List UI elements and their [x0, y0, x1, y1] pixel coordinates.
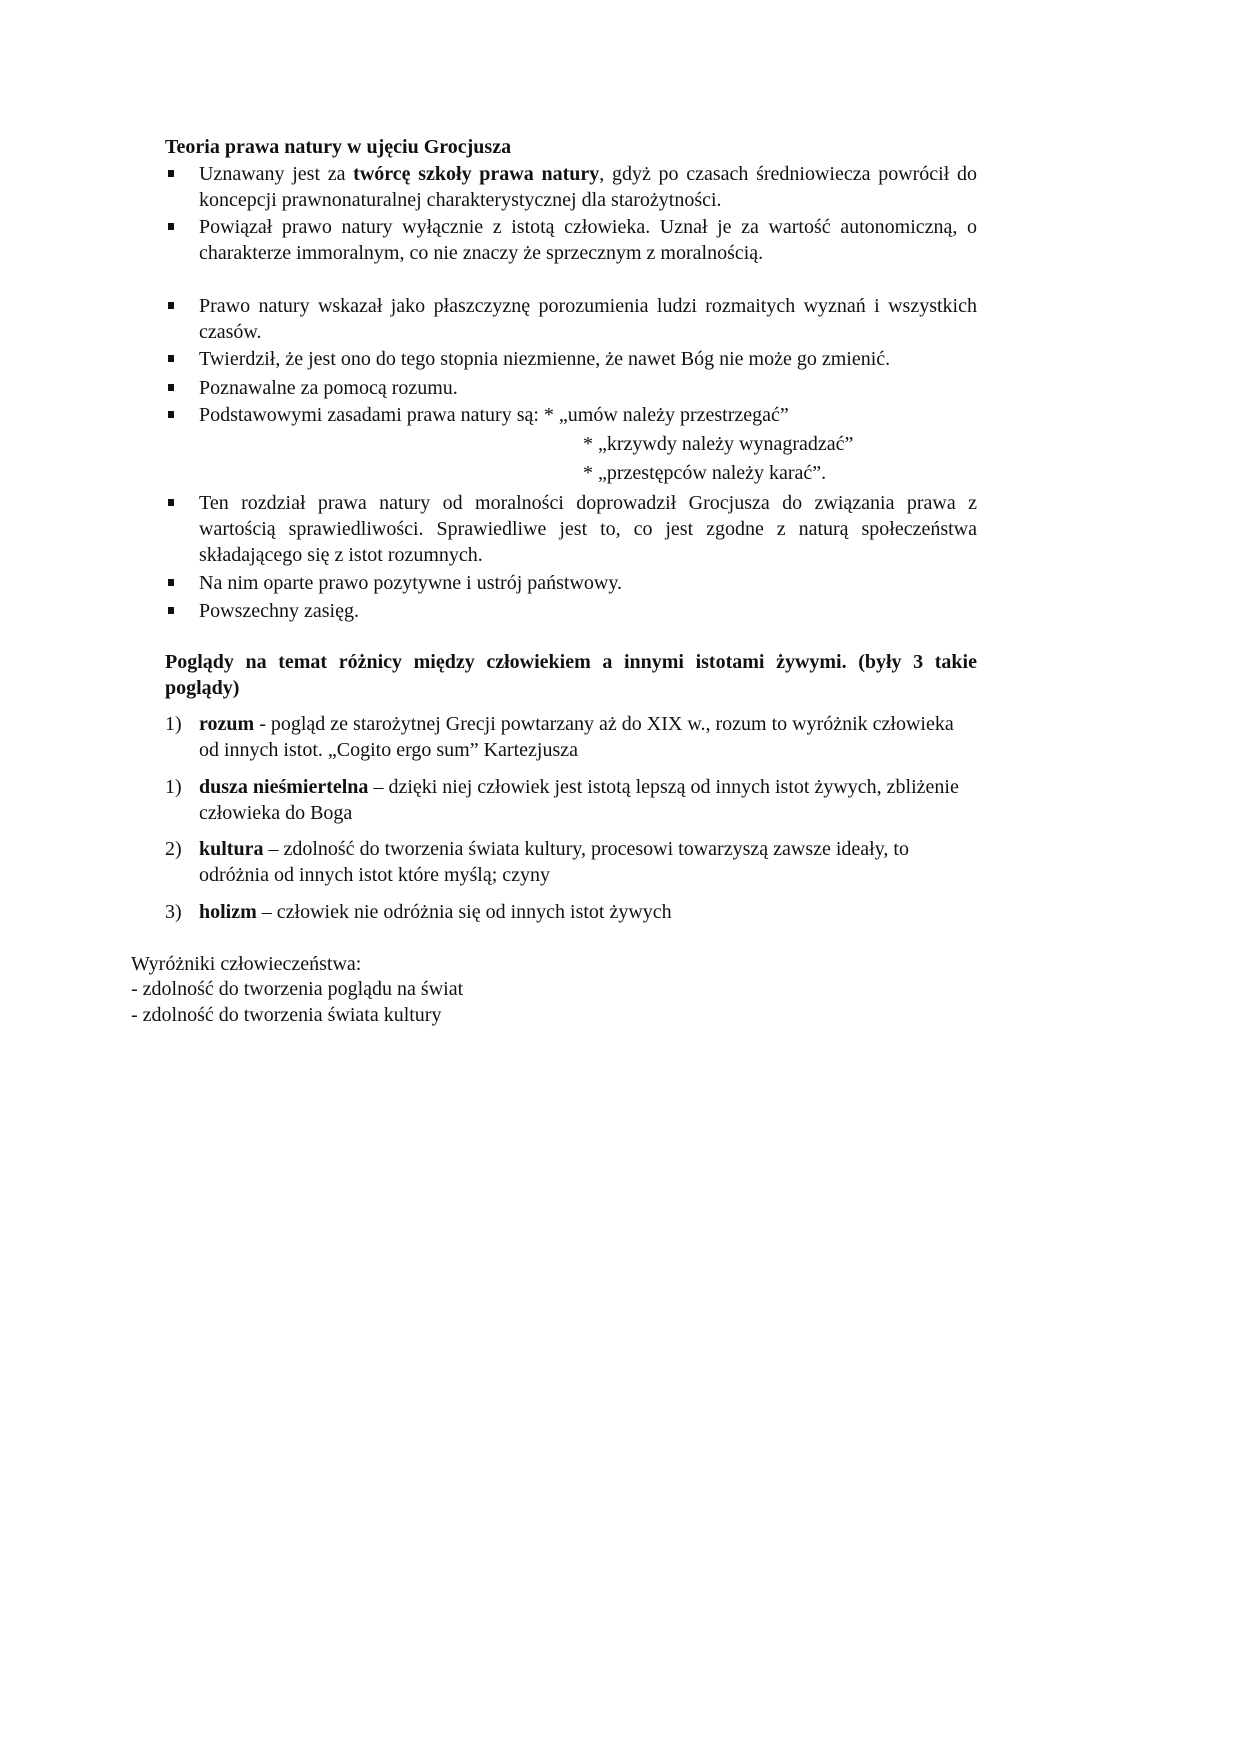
bullet-item	[165, 293, 977, 345]
bullet-item	[165, 161, 977, 213]
bullet-item	[165, 375, 977, 401]
bullet-icon	[165, 598, 199, 624]
bullet-icon	[165, 293, 199, 319]
bullet-icon	[165, 375, 199, 401]
bullet-icon	[165, 161, 199, 187]
item-text: - pogląd ze starożytnej Grecji powtarzany aż do XIX w., rozum to wyróżnik człowieka od innych istot. „Cogito ergo sum” Kartezjusza	[199, 713, 954, 761]
bullet-item	[165, 214, 977, 266]
section-heading: Poglądy na temat różnicy między człowiekiem a innymi istotami żywymi. (były 3 takie poglądy)	[165, 651, 977, 699]
item-text: – zdolność do tworzenia świata kultury, procesowi towarzyszą zawsze ideały, to odróżnia od innych istot które myślą; czyny	[199, 838, 909, 886]
bullet-text: Poznawalne za pomocą rozumu.	[199, 377, 458, 399]
principle-line: * „krzywdy należy wynagradzać”	[583, 433, 854, 455]
bullet-icon	[165, 402, 199, 428]
bullet-text: Uznawany jest za	[199, 163, 354, 185]
item-text: – człowiek nie odróżnia się od innych istot żywych	[256, 901, 672, 923]
numbered-item	[165, 774, 977, 826]
item-number: 1)	[165, 713, 182, 735]
numbered-item	[165, 899, 977, 925]
item-term: kultura	[199, 838, 264, 860]
bullet-icon	[165, 214, 199, 240]
item-number: 1)	[165, 776, 182, 798]
bullet-icon	[165, 490, 199, 516]
section-title: Teoria prawa natury w ujęciu Grocjusza	[165, 136, 512, 158]
bullet-text: Powiązał prawo natury wyłącznie z istotą człowieka. Uznał je za wartość autonomiczną, o charakterze immoralnym, co nie znaczy że sprzecznym z moralnością.	[199, 216, 977, 264]
principle-line: * „przestępców należy karać”.	[583, 462, 827, 484]
bullet-item	[165, 346, 977, 372]
item-term: dusza nieśmiertelna	[199, 776, 369, 798]
item-number: 3)	[165, 901, 182, 923]
bullet-item	[165, 598, 977, 624]
bullet-text: Prawo natury wskazał jako płaszczyznę porozumienia ludzi rozmaitych wyznań i wszystkich czasów.	[199, 295, 977, 343]
bullet-text: Twierdził, że jest ono do tego stopnia niezmienne, że nawet Bóg nie może go zmienić.	[199, 348, 891, 370]
section-label: Wyróżniki człowieczeństwa:	[131, 953, 362, 975]
item-text: – dzięki niej człowiek jest istotą lepszą od innych istot żywych, zbliżenie człowieka do Boga	[199, 776, 959, 824]
list-line: - zdolność do tworzenia świata kultury	[131, 1004, 442, 1026]
item-number: 2)	[165, 838, 182, 860]
item-term: rozum	[199, 713, 255, 735]
list-line: - zdolność do tworzenia poglądu na świat	[131, 978, 464, 1000]
bullet-text: Podstawowymi zasadami prawa natury są: * „umów należy przestrzegać”	[199, 404, 789, 426]
bullet-item	[165, 402, 977, 428]
bullet-text: Ten rozdział prawa natury od moralności doprowadził Grocjusza do związania prawa z wartością sprawiedliwości. Sprawiedliwe jest to, co jest zgodne z naturą społeczeństwa składającego się z istot rozumnych.	[199, 492, 977, 566]
bullet-bold: twórcę szkoły prawa natury	[353, 163, 600, 185]
item-term: holizm	[199, 901, 257, 923]
bullet-text: , gdyż po czasach średniowiecza powrócił do koncepcji prawnonaturalnej charakterystycznej dla starożytności.	[199, 163, 977, 211]
bullet-icon	[165, 346, 199, 372]
bullet-item	[165, 490, 977, 568]
bullet-text: Powszechny zasięg.	[199, 600, 359, 622]
bullet-item	[165, 570, 977, 596]
numbered-item	[165, 836, 977, 888]
bullet-icon	[165, 570, 199, 596]
numbered-item	[165, 711, 977, 763]
bullet-text: Na nim oparte prawo pozytywne i ustrój państwowy.	[199, 572, 623, 594]
